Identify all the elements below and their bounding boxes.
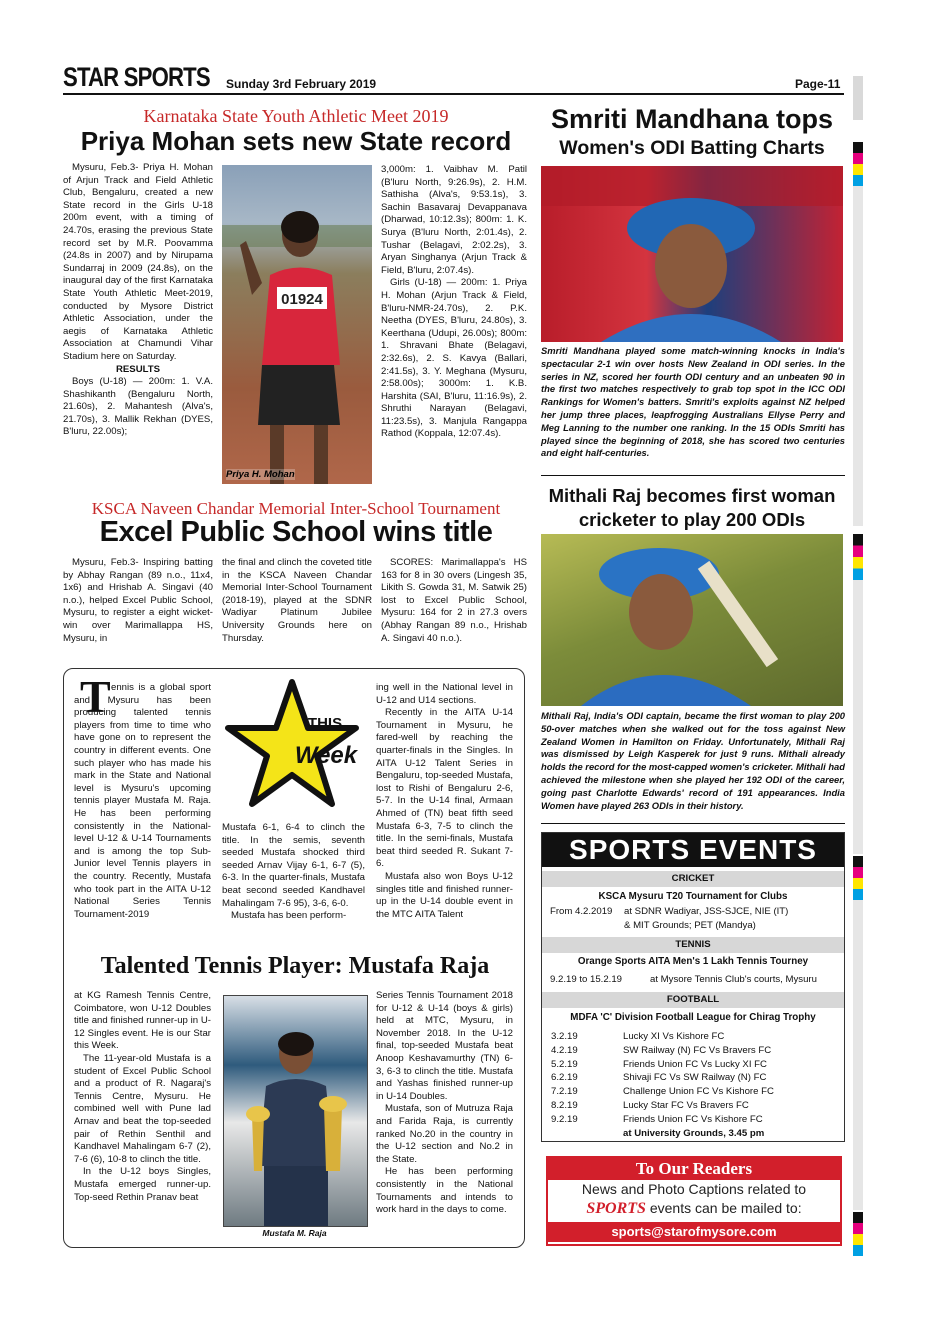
tennis-intro: ennis is a global sport and Mysuru has been producing talented tennis players from time to time who have gone on to represent the country in different events. One such player who has made his mark in the State and National level is Mysuru's upcoming tennis player Mustafa M. Raja. He has been performing consistently in the National-level U-12 & U-14 Tournaments and is among the top Sub-Junior level Tennis players in the country. Recently, Mustafa who took part in the AITA U-12 National Series Tennis Tournament-2019 [74,682,211,920]
tennis-top-col3-p2: Recently in the AITA U-14 Tournament in Mysuru, he fared-well by reaching the quarter-finals in the Singles. In AITA U-12 Talent Series in Bengaluru, top-seeded Mustafa, lost to Rishi of Bengaluru 2-6, 5-7. In the U-14 final, Armaan Ahmed of (TN) beat fifth seed Mustafa 6-3, 7-5 to clinch the title. In the semi-finals, Mustafa beat third seeded R. Sukant 7-6. [376,707,513,870]
registration-marks-4 [853,1212,863,1256]
fixture-row [551,1085,844,1099]
readers-line1: News and Photo Captions related to [581,1181,807,1197]
mithali-rule [541,823,845,824]
excel-col2 [222,557,372,645]
mithali-photo [541,534,843,706]
mithali-headline-1: Mithali Raj becomes first woman [548,485,836,506]
tennis-player-figure [224,996,367,1226]
readers-line2-rest: events can be mailed to: [645,1200,802,1216]
mustafa-photo [223,995,368,1227]
priya-boys-results: Boys (U-18) — 200m: 1. V.A. Shashikanth (Bengaluru North, 21.60s), 2. Mahantesh (Alva's, 21.70s), 3. Mallik Rekhan (DYES, B'luru, 22.00s); [63,376,213,438]
mithali-figure [541,534,843,706]
readers-sports-word: SPORTS [586,1200,646,1217]
priya-photo-caption: Priya H. Mohan [226,469,295,480]
tennis-top-col3-p1: ing well in the National level in U-12 and U14 sections. [376,682,513,706]
excel-headline: Excel Public School wins title [99,516,493,548]
fixture-date: 8.2.19 [551,1099,578,1111]
priya-3000m-results: 3,000m: 1. Vaibhav M. Patil (B'luru North, 9:26.9s), 2. H.M. Sathisha (Alva's, 9:53.1s), 3. Sachin Basavaraj Devappanava (Dharwad, 10:12.3s); 800m: 1. K. Surya (B'luru North, 2:01.4s), 2. Tushar (Belagavi, 2:02.2s), 3. Aryan Singhanya (Arjun Track & Field, B'luru, 2:07.4s). [381,164,527,276]
masthead-page: Page-11 [795,77,841,91]
football-venue: at University Grounds, 3.45 pm [623,1127,765,1139]
smriti-headline-2: Women's ODI Batting Charts [559,137,825,159]
registration-marks-2 [853,534,863,580]
smriti-headline-1: Smriti Mandhana tops [550,104,834,134]
mustafa-photo-caption: Mustafa M. Raja [262,1228,327,1238]
masthead-date: Sunday 3rd February 2019 [226,77,377,91]
registration-bar-3 [853,580,863,854]
registration-marks-1 [853,142,863,186]
priya-headline: Priya Mohan sets new State record [80,126,512,156]
readers-email[interactable]: sports@starofmysore.com [548,1222,840,1242]
badge-week: Week [294,742,358,769]
tennis-event-venue: at Mysore Tennis Club's courts, Mysuru [650,974,817,985]
tennis-event-dates: 9.2.19 to 15.2.19 [550,974,623,985]
tennis-bot-col3-p1: Series Tennis Tournament 2018 for U-12 & U-14 (boys & girls) held at MTC, Mysuru, in November 2018. In the U-12 final, top-seeded Mustafa beat Anoop Keshavamurthy (TN) 6-3, 6-3 to clinch the title. Mustafa and Yashas finished runner-up in U-14 Doubles. [376,990,513,1102]
fixture-match: Lucky XI Vs Kishore FC [623,1031,725,1042]
priya-col1 [63,162,213,439]
priya-girls-results: Girls (U-18) — 200m: 1. Priya H. Mohan (Arjun Track & Field, B'luru-NMR-24.70s), 2. P.K. Neetha (DYES, B'luru, 24.80s), 3. Keerthana (Udupi, 26.00s); 800m: 1. Shravani Bhate (Belagavi, 2:32.6s), 2. S. Kavya (Ballari, 2:41.5s), 3. Y. Meghana (Mysuru, 2:58.00s); 3000m: 1. K.B. Harshita (SAI, B'luru, 11:16.9s), 2. Shruthi Narayan (Belagavi, 11:23.5s), 3. Manjula Rangappa Rathod (Koppala, 12:07.4s). [381,277,527,440]
registration-bar-4 [853,900,863,1210]
fixture-match: SW Railway (N) FC Vs Bravers FC [623,1044,772,1056]
fixture-row [551,1030,844,1044]
football-label: FOOTBALL [542,992,844,1008]
fixture-date: 7.2.19 [551,1086,578,1098]
fixture-date: 4.2.19 [551,1044,578,1056]
tennis-bot-col3 [376,990,513,1217]
tennis-top-col1 [74,682,211,921]
badge-this: THIS [307,715,343,732]
excel-col2-text: the final and clinch the coveted title in the KSCA Naveen Chandar Memorial Inter-School Tournament (2018-19), played at the SDNR Wadiyar Platinum Jubilee University Grounds here on Thursday. [222,557,372,644]
excel-col3 [381,557,527,645]
fixtures-list [542,1030,844,1127]
fixture-date: 9.2.19 [551,1113,578,1125]
fixture-match: Shivaji FC Vs SW Railway (N) FC [623,1072,767,1084]
cricket-title: KSCA Mysuru T20 Tournament for Clubs [598,891,788,902]
mithali-caption: Mithali Raj, India's ODI captain, became the first woman to play 200 50-over matches when she walked out for the toss against New Zealand Women in Hamilton on Friday. Unfortunately, Mithali Raj was dismissed by Leigh Kasperek for just 9 runs. Mithali already holds the record for the most-capped women's cricketer. Mithali had achieved the milestone when she played her 192 ODI of the career, going past Charlotte Edwards' record of 191 appearances. India Women have played 263 ODIs in their history. [541,710,845,811]
mithali-headline-2: cricketer to play 200 ODIs [578,509,806,530]
excel-col3-text: SCORES: Marimallappa's HS 163 for 8 in 30 overs (Lingesh 35, Likith S. Gowda 31, M. Satwik 25) lost to Excel Public School, Mysuru: 164 for 2 in 27.3 overs (Abhay Rangan 89 n.o., Hrishab A. Singavi 40 n.o.). [381,557,527,644]
priya-photo [222,165,372,484]
fixture-row [551,1071,844,1085]
cricket-row [542,905,844,933]
fixture-match: Friends Union FC Vs Kishore FC [623,1113,763,1125]
tennis-bot-col1-p3: In the U-12 boys Singles, Mustafa emerged runner-up. Top-seed Rethin Pranav beat [74,1166,211,1203]
star-icon [222,678,372,814]
fixture-match: Challenge Union FC Vs Kishore FC [623,1086,774,1098]
tennis-top-col2-p2: Mustafa has been perform- [231,910,347,922]
cricket-venue [624,905,788,933]
priya-col3 [381,164,527,441]
priya-lead: Mysuru, Feb.3- Priya H. Mohan of Arjun Track and Field Athletic Club, Bengaluru, created a new State record in the Girls U-18 200m event, with a timing of 24.70s, erasing the previous State record set by M.R. Poovamma (24.8s in 2007) and by Nirupama Sundarraj in 2009 (24.8s), on the inaugural day of the first Karnataka State Youth Athletic Meet-2019, conducted by Mysore District Athletic Association, under the aegis of Karnataka Athletic Association at Chamundi Vihar Stadium here on Saturday. [63,162,213,362]
sports-events-title: SPORTS EVENTS [542,833,844,867]
cricket-label: CRICKET [542,871,844,887]
athlete-figure [222,165,372,484]
tennis-label: TENNIS [542,937,844,953]
football-title: MDFA 'C' Division Football League for Chirag Trophy [570,1012,816,1023]
smriti-figure [541,166,843,342]
priya-kicker: Karnataka State Youth Athletic Meet 2019 [143,106,449,126]
cricket-venue-line2: & MIT Grounds; PET (Mandya) [624,920,756,931]
readers-box [546,1156,842,1246]
tennis-event-row [542,973,844,987]
fixture-row [551,1099,844,1113]
registration-bar-2 [853,186,863,526]
readers-title: To Our Readers [548,1158,840,1180]
fixture-date: 5.2.19 [551,1058,578,1070]
drop-cap: T [80,671,111,722]
results-label: RESULTS [115,363,161,375]
cricket-venue-line1: at SDNR Wadiyar, JSS-SJCE, NIE (IT) [624,906,789,917]
tennis-bot-col1-p1: at KG Ramesh Tennis Centre, Coimbatore, won U-12 Doubles title and finished runner-up in U-12 Singles event. He is our Star this Week. [74,990,211,1052]
fixture-row [551,1058,844,1072]
star-this-week-badge [222,678,372,814]
fixture-row [551,1113,844,1127]
masthead-rule [63,93,844,95]
bib-number: 01924 [281,291,323,308]
excel-kicker: KSCA Naveen Chandar Memorial Inter-School Tournament [91,499,501,518]
tennis-top-col3 [376,682,513,921]
fixture-date: 3.2.19 [551,1031,578,1042]
tennis-headline: Talented Tennis Player: Mustafa Raja [100,953,490,979]
excel-col1-text: Mysuru, Feb.3- Inspiring batting by Abhay Rangan (89 n.o., 11x4, 1x6) and Hrishab A. Singavi (40 n.o.), helped Excel Public School, Mysuru, to register a eight wicket-win over Marimallappa HS, Mysuru, in [63,557,213,644]
tennis-bot-col3-p3: He has been performing consistently in the National Tournaments and intends to work hard in the days to come. [376,1166,513,1216]
fixture-match: Lucky Star FC Vs Bravers FC [623,1099,749,1111]
sports-events-box [541,832,845,1142]
fixture-row [551,1044,844,1058]
smriti-photo [541,166,843,342]
tennis-bot-col1 [74,990,211,1204]
tennis-top-col3-p3: Mustafa also won Boys U-12 singles title and finished runner-up in the U-14 double event in the MTC AITA Talent [376,870,513,920]
registration-bar-top [853,76,863,120]
smriti-rule [541,475,845,476]
tennis-bot-col3-p2: Mustafa, son of Mutruza Raja and Farida Raja, is currently ranked No.20 in the country in the U-12 section and No.2 in the State. [376,1103,513,1165]
fixture-match: Friends Union FC Vs Lucky XI FC [623,1058,767,1070]
tennis-top-col2-p1: Mustafa 6-1, 6-4 to clinch the title. In the semis, seventh seeded Mustafa shocked third seeded Arnav Vijay 6-1, 6-7 (5), 6-3. In the quarter-finals, Mustafa beat second seeded Kandhavel Mahalingam 7-6 95), 3-6, 6-0. [222,822,365,909]
fixture-date: 6.2.19 [551,1072,578,1084]
tennis-bot-col1-p2: The 11-year-old Mustafa is a student of Excel Public School and a product of R. Nagaraj's Tennis Centre, Mysuru. He combined well with Pune lad Arnav and beat the top-seeded pair of Rethin Senthil and Kandhavel Mahalingam 6-7 (2), 7-6 (6), 10-8 to clinch the title. [74,1052,211,1165]
tennis-top-col2 [222,822,365,923]
tennis-event-title: Orange Sports AITA Men's 1 Lakh Tennis Tourney [577,956,809,967]
masthead-brand: STAR SPORTS [63,62,210,92]
registration-marks-3 [853,856,863,900]
smriti-caption: Smriti Mandhana played some match-winning knocks in India's spectacular 2-1 win over hosts New Zealand in ODI series. In the series in NZ, scored her fourth ODI century and an unbeaten 90 in the first two matches respectively to grab top spot in the ICC ODI Rankings for Women's batters. Smriti's exploits against NZ helped her jump three places, leapfrogging Australians Ellyse Perry and Meg Lanning to the number one ranking. In the 15 ODIs Smriti has played since the beginning of 2018, she has scored two centuries and eight half-centuries. [541,345,845,459]
cricket-date: From 4.2.2019 [550,906,613,917]
excel-col1 [63,557,213,645]
readers-line2 [548,1199,840,1218]
